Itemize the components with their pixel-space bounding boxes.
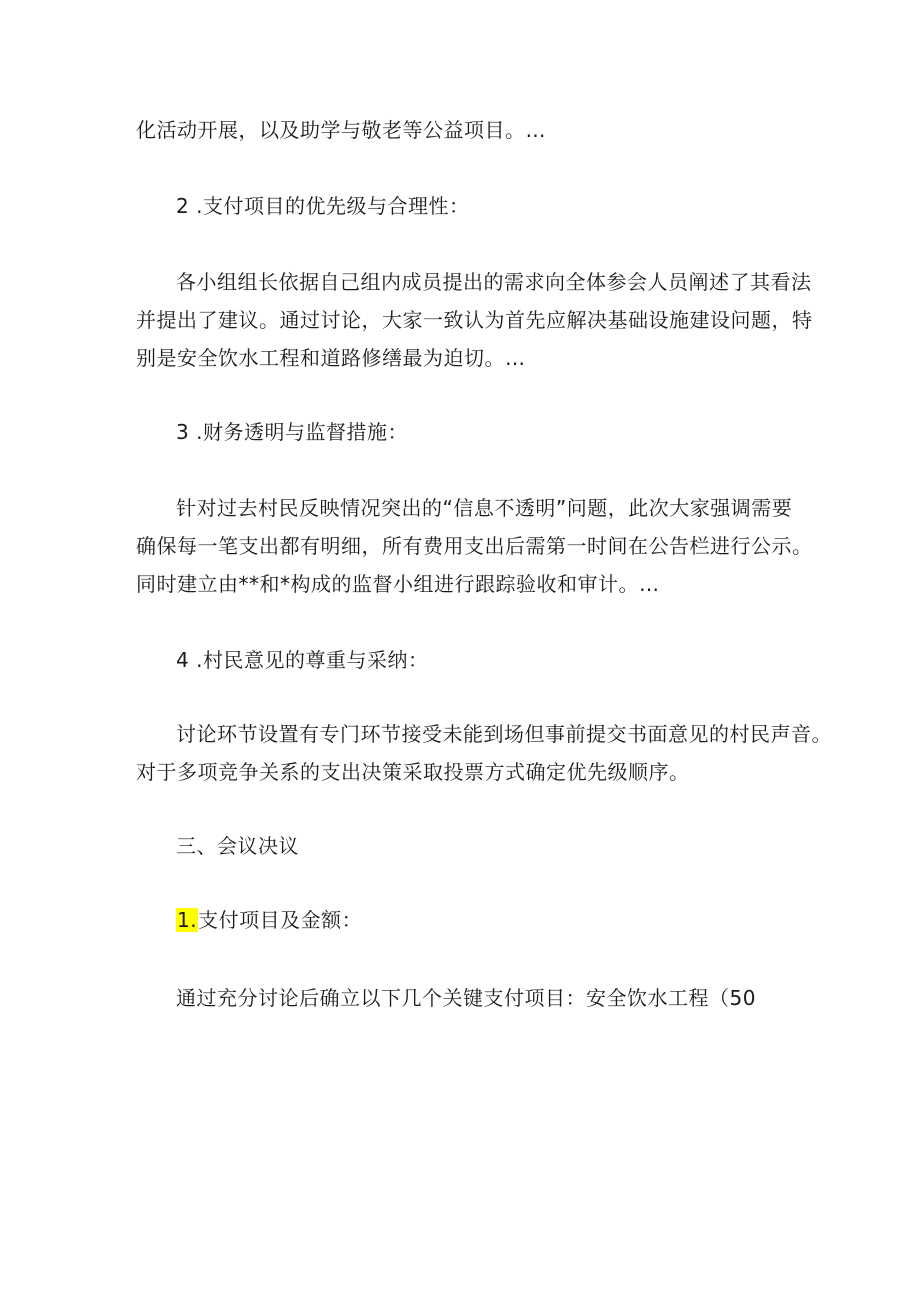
section-title: 三、会议决议 [176, 834, 299, 858]
paragraph-line: 通过充分讨论后确立以下几个关键支付项目：安全饮水工程（50 [176, 986, 756, 1010]
paragraph-line: 化活动开展，以及助学与敬老等公益项目。… [136, 118, 546, 142]
paragraph-line: 并提出了建议。通过讨论，大家一致认为首先应解决基础设施建设问题，特 [136, 308, 813, 332]
paragraph-line: 各小组组长依据自己组内成员提出的需求向全体参会人员阐述了其看法 [176, 270, 812, 294]
resolution-heading-1 [176, 906, 362, 934]
paragraph-line: 对于多项竞争关系的支出决策采取投票方式确定优先级顺序。 [136, 760, 690, 784]
paragraph-line: 别是安全饮水工程和道路修缮最为迫切。… [136, 346, 526, 370]
paragraph-line: 同时建立由**和*构成的监督小组进行跟踪验收和审计。… [136, 572, 660, 596]
paragraph-line: 确保每一笔支出都有明细，所有费用支出后需第一时间在公告栏进行公示。 [136, 534, 813, 558]
section-heading-3: 3 .财务透明与监督措施： [176, 420, 408, 444]
paragraph-line: 针对过去村民反映情况突出的“信息不透明”问题，此次大家强调需要 [176, 496, 793, 520]
resolution-heading-text: 支付项目及金额： [198, 908, 363, 932]
highlighted-number: 1. [177, 908, 198, 932]
section-heading-4: 4 .村民意见的尊重与采纳： [176, 648, 429, 672]
paragraph-line: 讨论环节设置有专门环节接受未能到场但事前提交书面意见的村民声音。 [176, 722, 832, 746]
section-heading-2: 2 .支付项目的优先级与合理性： [176, 194, 470, 218]
